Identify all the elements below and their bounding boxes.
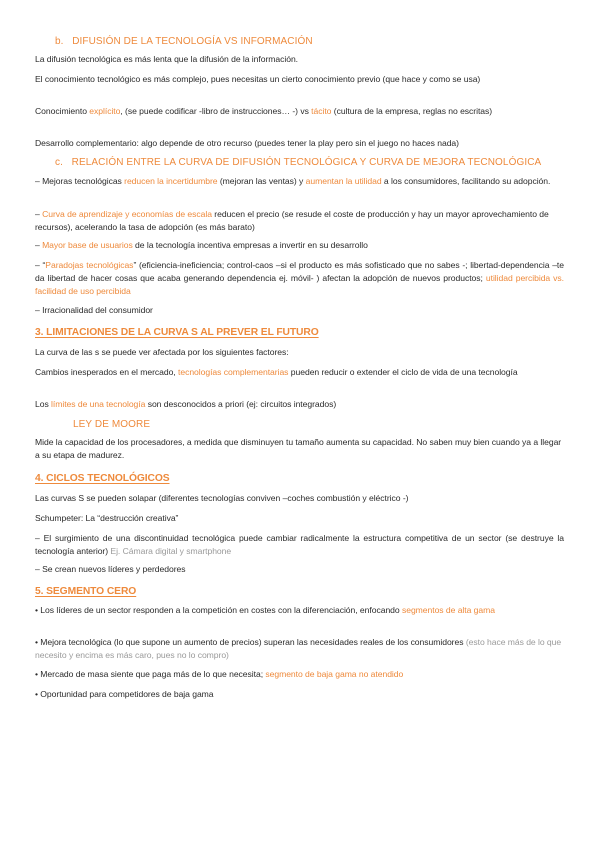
section-5-heading: 5. SEGMENTO CERO	[35, 586, 137, 597]
subsection-letter: c.	[55, 157, 63, 168]
paragraph: Cambios inesperados en el mercado, tecnologías complementarias pueden reducir o extender el ciclo de vida de una tecnología	[35, 367, 518, 377]
example-text: Ej. Cámara digital y smartphone	[110, 546, 232, 556]
section-3-heading: 3. LIMITACIONES DE LA CURVA S AL PREVER EL FUTURO	[35, 327, 319, 338]
paragraph: La difusión tecnológica es más lenta que la difusión de la información.	[35, 54, 299, 64]
paragraph: – Irracionalidad del consumidor	[35, 305, 153, 315]
paragraph: – “Paradojas tecnológicas” (eficiencia-ineficiencia; control-caos –si el producto es más sofisticado que no sabes -; libertad-dependencia –te da libertad de hacer cosas que acaba generando dependencia ej. móvil- ) afectan la adopción de nuevos productos; utilidad percibida vs. facilidad de uso percibida	[35, 260, 564, 296]
subsection-letter: b.	[55, 36, 64, 47]
paragraph: – Mejoras tecnológicas reducen la incertidumbre (mejoran las ventas) y aumentan la utilidad a los consumidores, facilitando su adopción.	[35, 176, 551, 186]
paragraph: – Se crean nuevos líderes y perdedores	[35, 564, 186, 574]
highlight-text: reducen la incertidumbre	[124, 176, 218, 186]
paragraph: Las curvas S se pueden solapar (diferentes tecnologías conviven –coches combustión y eléctrico -)	[35, 493, 409, 503]
paragraph: – Mayor base de usuarios de la tecnología incentiva empresas a invertir en su desarrollo	[35, 240, 368, 250]
paragraph: – El surgimiento de una discontinuidad tecnológica puede cambiar radicalmente la estructura competitiva de un sector (se destruye la tecnología anterior) Ej. Cámara digital y smartphone	[35, 533, 564, 556]
paragraph: • Oportunidad para competidores de baja gama	[35, 689, 214, 699]
subsection-b-heading	[55, 36, 313, 47]
moore-law-heading: LEY DE MOORE	[73, 419, 151, 430]
highlight-text: tecnologías complementarias	[178, 367, 289, 377]
paragraph: Conocimiento explícito, (se puede codificar -libro de instrucciones… -) vs tácito (cultura de la empresa, reglas no escritas)	[35, 106, 493, 116]
paragraph: Mide la capacidad de los procesadores, a medida que disminuyen tu tamaño aumenta su capacidad. No saben muy bien cuando ya a llegar a su etapa de madurez.	[35, 437, 562, 460]
highlight-text: segmentos de alta gama	[401, 605, 495, 615]
subsection-c-heading	[55, 157, 541, 168]
highlight-text: utilidad percibida vs. facilidad de uso percibida	[35, 273, 564, 296]
paragraph: • Los líderes de un sector responden a la competición en costes con la diferenciación, enfocando segmentos de alta gama	[35, 605, 495, 615]
subsection-title: DIFUSIÓN DE LA TECNOLOGÍA VS INFORMACIÓN	[72, 36, 313, 47]
highlight-text: Paradojas tecnológicas	[45, 260, 134, 270]
aside-text: (esto hace más de lo que necesito y encima es más caro, pues no lo compro)	[35, 637, 562, 660]
subsection-title: RELACIÓN ENTRE LA CURVA DE DIFUSIÓN TECNOLÓGICA Y CURVA DE MEJORA TECNOLÓGICA	[71, 157, 542, 168]
highlight-text: explícito	[89, 106, 121, 116]
paragraph: – Curva de aprendizaje y economías de escala reducen el precio (se resude el coste de producción y hay un mayor aprovechamiento de recursos), acelerando la tasa de adopción (es más barato)	[35, 209, 549, 232]
highlight-text: tácito	[311, 106, 332, 116]
paragraph: • Mercado de masa siente que paga más de lo que necesita; segmento de baja gama no atendido	[35, 669, 404, 679]
paragraph: La curva de las s se puede ver afectada por los siguientes factores:	[35, 347, 289, 357]
paragraph: Los límites de una tecnología son desconocidos a priori (ej: circuitos integrados)	[35, 399, 337, 409]
highlight-text: Mayor base de usuarios	[42, 240, 133, 250]
paragraph: • Mejora tecnológica (lo que supone un aumento de precios) superan las necesidades reales de los consumidores (esto hace más de lo que necesito y encima es más caro, pues no lo compro)	[35, 637, 562, 660]
highlight-text: aumentan la utilidad	[305, 176, 382, 186]
highlight-text: Curva de aprendizaje y economías de escala	[42, 209, 212, 219]
paragraph: Desarrollo complementario: algo depende de otro recurso (puedes tener la play pero sin el juego no haces nada)	[35, 138, 459, 148]
highlight-text: límites de una tecnología	[51, 399, 146, 409]
highlight-text: segmento de baja gama no atendido	[265, 669, 404, 679]
paragraph: Schumpeter: La “destrucción creativa”	[35, 513, 179, 523]
section-4-heading: 4. CICLOS TECNOLÓGICOS	[35, 473, 170, 484]
paragraph: El conocimiento tecnológico es más complejo, pues necesitas un cierto conocimiento previo (que hace y como se usa)	[35, 74, 481, 84]
